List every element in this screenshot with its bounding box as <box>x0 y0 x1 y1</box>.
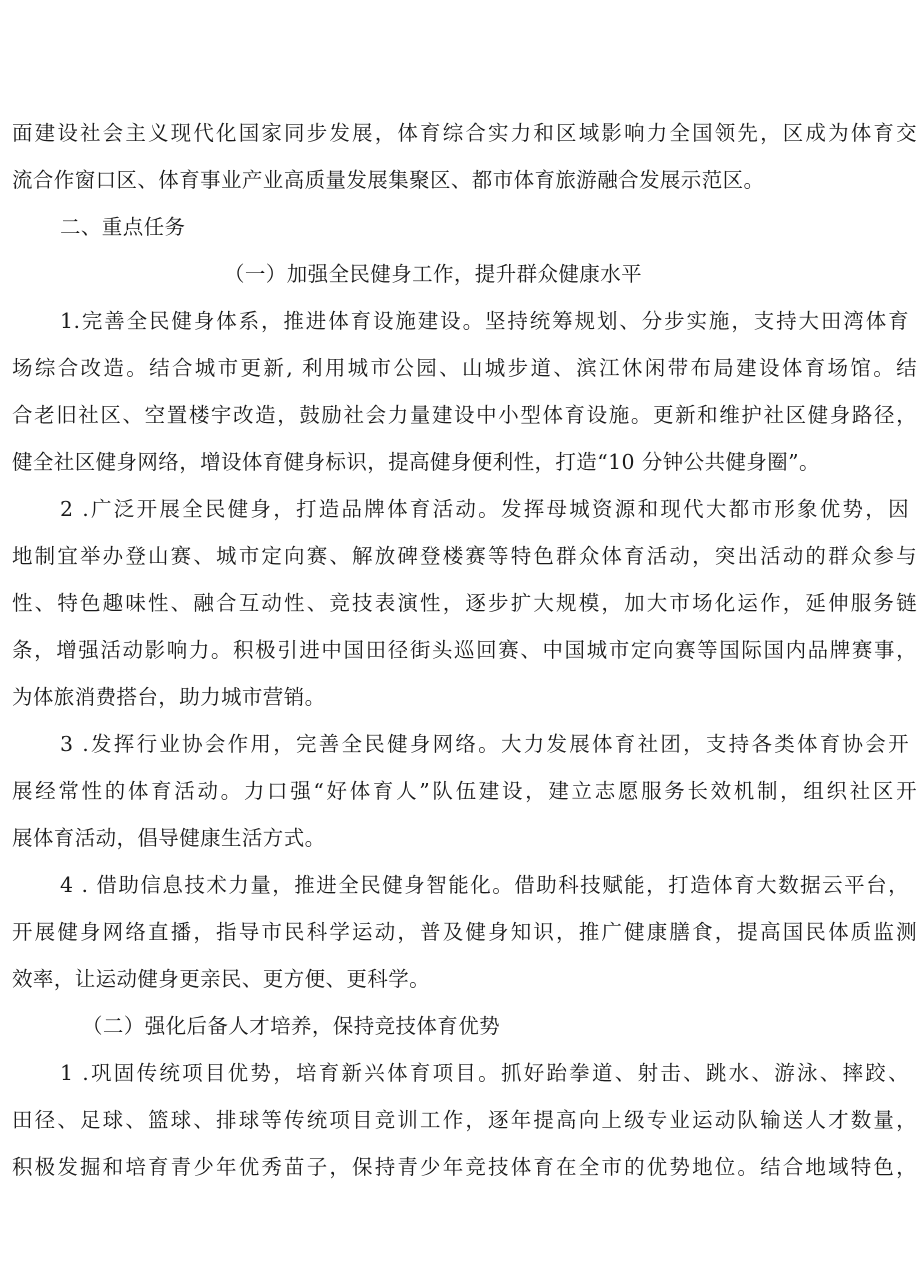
text-line: 为体旅消费搭台，助力城市营销。 <box>12 685 326 709</box>
subsection-heading: （一）加强全民健身工作，提升群众健康水平 <box>224 262 642 286</box>
text-line: 条，增强活动影响力。积极引进中国田径街头巡回赛、中国城市定向赛等国际国内品牌赛事， <box>12 638 917 662</box>
text-line: 2 .广泛开展全民健身，打造品牌体育活动。发挥母城资源和现代大都市形象优势，因 <box>60 497 909 521</box>
subsection-heading: （二）强化后备人才培养，保持竞技体育优势 <box>82 1014 500 1038</box>
text-line: 积极发掘和培育青少年优秀苗子，保持青少年竞技体育在全市的优势地位。结合地域特色， <box>12 1155 917 1179</box>
text-line: 展经常性的体育活动。力口强“好体育人”队伍建设，建立志愿服务长效机制，组织社区开 <box>12 779 917 803</box>
text-line: 开展健身网络直播，指导市民科学运动，普及健身知识，推广健康膳食，提高国民体质监测 <box>12 920 917 944</box>
text-line: 田径、足球、篮球、排球等传统项目竞训工作，逐年提高向上级专业运动队输送人才数量， <box>12 1108 917 1132</box>
text-line: 1 .巩固传统项目优势，培育新兴体育项目。抓好跆拳道、射击、跳水、游泳、摔跤、 <box>60 1061 909 1085</box>
text-line: 地制宜举办登山赛、城市定向赛、解放碑登楼赛等特色群众体育活动，突出活动的群众参与 <box>12 544 917 568</box>
section-heading: 二、重点任务 <box>60 215 186 239</box>
text-line: 场综合改造。结合城市更新, 利用城市公园、山城步道、滨江休闲带布局建设体育场馆。结 <box>12 356 917 380</box>
text-line: 1.完善全民健身体系，推进体育设施建设。坚持统筹规划、分步实施，支持大田湾体育 <box>60 309 909 333</box>
text-line: 性、特色趣味性、融合互动性、竞技表演性，逐步扩大规模，加大市场化运作，延伸服务链 <box>12 591 917 615</box>
text-line: 效率，让运动健身更亲民、更方便、更科学。 <box>12 967 430 991</box>
text-line: 合老旧社区、空置楼宇改造，鼓励社会力量建设中小型体育设施。更新和维护社区健身路径， <box>12 403 917 427</box>
text-line: 流合作窗口区、体育事业产业高质量发展集聚区、都市体育旅游融合发展示范区。 <box>12 168 765 192</box>
text-line: 面建设社会主义现代化国家同步发展，体育综合实力和区域影响力全国领先，区成为体育交 <box>12 121 917 145</box>
text-line: 展体育活动，倡导健康生活方式。 <box>12 826 326 850</box>
text-line: 健全社区健身网络，增设体育健身标识，提高健身便利性，打造“10 分钟公共健身圈”。 <box>12 450 820 474</box>
text-line: 3 .发挥行业协会作用，完善全民健身网络。大力发展体育社团，支持各类体育协会开 <box>60 732 909 756</box>
text-line: 4 . 借助信息技术力量，推进全民健身智能化。借助科技赋能，打造体育大数据云平台， <box>60 873 909 897</box>
